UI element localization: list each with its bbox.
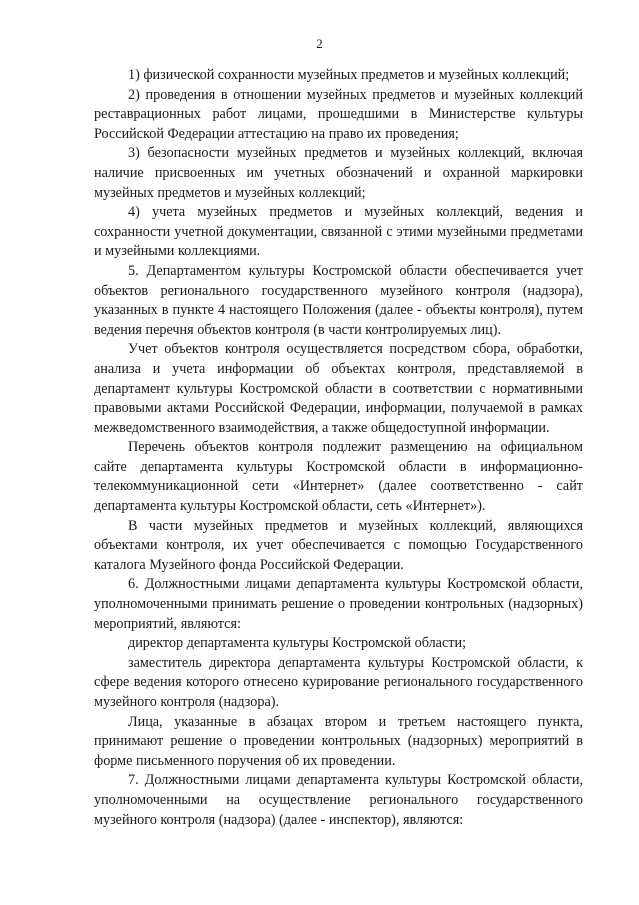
paragraph-8: В части музейных предметов и музейных коллекций, являющихся объектами контроля, их учет обеспечивается с помощью Государственного каталога Музейного фонда Российской Федерации. xyxy=(94,517,583,573)
paragraph-2: 2) проведения в отношении музейных предметов и музейных коллекций реставрационных работ лицами, прошедшими в Министерстве культуры Российской Федерации аттестацию на право их проведения; xyxy=(94,86,583,142)
paragraph-12: Лица, указанные в абзацах втором и третьем настоящего пункта, принимают решение о проведении контрольных (надзорных) мероприятий в форме письменного поручения об их проведении. xyxy=(94,713,583,769)
paragraph-10: директор департамента культуры Костромской области; xyxy=(128,635,467,652)
paragraph-4: 4) учета музейных предметов и музейных коллекций, ведения и сохранности учетной документации, связанной с этими музейными предметами и музейными коллекциями. xyxy=(94,204,583,260)
paragraph-13: 7. Должностными лицами департамента культуры Костромской области, уполномоченными на осуществление регионального государственного музейного контроля (надзора) (далее - инспектор), являются: xyxy=(94,772,583,828)
paragraph-6: Учет объектов контроля осуществляется посредством сбора, обработки, анализа и учета информации об объектах контроля, представляемой в департамент культуры Костромской области в соответствии с нормативными правовыми актами Российской Федерации, информации, получаемой в рамках межведомственного взаимодействия, а также общедоступной информации. xyxy=(94,341,583,436)
paragraph-3: 3) безопасности музейных предметов и музейных коллекций, включая наличие присвоенных им учетных обозначений и охранной маркировки музейных предметов и музейных коллекций; xyxy=(94,145,583,201)
paragraph-11: заместитель директора департамента культуры Костромской области, к сфере ведения которого отнесено курирование регионального государственного музейного контроля (надзора). xyxy=(94,654,583,710)
page-number: 2 xyxy=(316,36,323,51)
paragraph-9: 6. Должностными лицами департамента культуры Костромской области, уполномоченными принимать решение о проведении контрольных (надзорных) мероприятий, являются: xyxy=(94,576,583,632)
paragraph-1: 1) физической сохранности музейных предметов и музейных коллекций; xyxy=(128,67,570,83)
paragraph-5: 5. Департаментом культуры Костромской области обеспечивается учет объектов регионального государственного музейного контроля (надзора), указанных в пункте 4 настоящего Положения (далее - объекты контроля), путем ведения перечня объектов контроля (в части контролируемых лиц). xyxy=(94,262,583,338)
paragraph-7: Перечень объектов контроля подлежит размещению на официальном сайте департамента культуры Костромской области в информационно-телекоммуникационной сети «Интернет» (далее соответственно - сайт департамента культуры Костромской области, сеть «Интернет»). xyxy=(94,439,583,515)
document-body xyxy=(94,66,583,830)
